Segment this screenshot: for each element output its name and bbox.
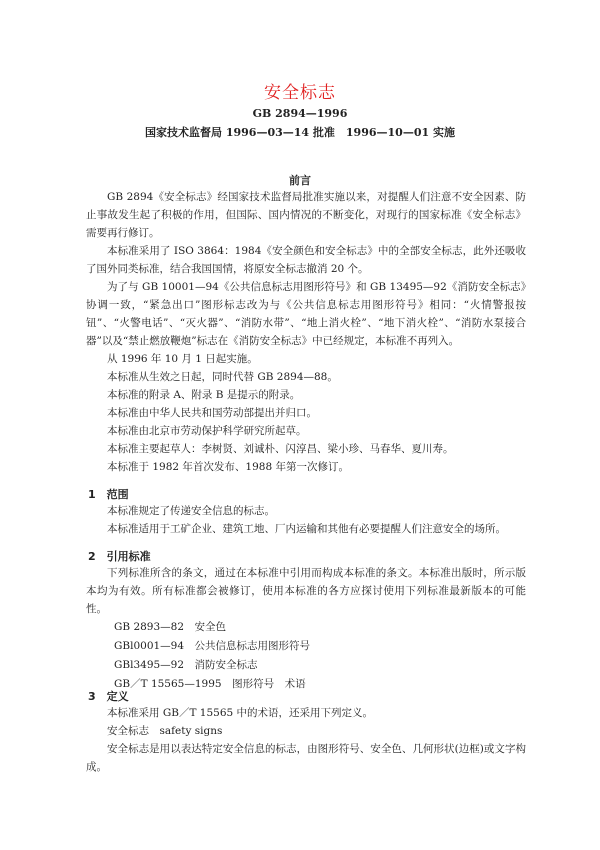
preface-paragraph: 本标准由中华人民共和国劳动部提出并归口。 bbox=[107, 407, 317, 419]
section-3-heading: 3 定义 bbox=[88, 690, 129, 703]
reference-item: GBl3495—92 消防安全标志 bbox=[114, 659, 258, 671]
approval-line: 国家技术监督局 1996—03—14 批准 1996—10—01 实施 bbox=[145, 126, 455, 139]
reference-item: GB／T 15565—1995 图形符号 术语 bbox=[114, 678, 306, 690]
preface-paragraph: 本标准从生效之日起，同时代替 GB 2894—88。 bbox=[107, 371, 338, 383]
preface-paragraph: GB 2894《安全标志》经国家技术监督局批准实施以来，对提醒人们注意不安全因素、防止事故发生起了积极的作用，但国际、国内情况的不断变化，对现行的国家标准《安全标志》需要再行修订。 bbox=[86, 191, 526, 239]
preface-paragraph: 本标准的附录 A、附录 B 是提示的附录。 bbox=[107, 389, 301, 401]
section-3-paragraph: 安全标志是用以表达特定安全信息的标志，由图形符号、安全色、几何形状(边框)或文字构成。 bbox=[86, 743, 526, 773]
section-1-heading: 1 范围 bbox=[88, 488, 129, 501]
definition-term: 安全标志 safety signs bbox=[107, 725, 223, 737]
preface-paragraph: 为了与 GB 10001—94《公共信息标志用图形符号》和 GB 13495—92《消防安全标志》协调一致，“紧急出口”图形标志改为与《公共信息标志用图形符号》相同：“火情警报按钮”、“火警电话”、“灭火器”、“消防水带”、“地上消火栓”、“地下消火栓”、“消防水泵接合器”以及“禁止燃放鞭炮”标志在《消防安全标志》中已经规定，本标准不再列入。 bbox=[86, 281, 526, 347]
standard-number: GB 2894—1996 bbox=[252, 107, 348, 120]
preface-paragraph: 本标准于 1982 年首次发布、1988 年第一次修订。 bbox=[107, 461, 349, 473]
reference-item: GBl0001—94 公共信息标志用图形符号 bbox=[114, 640, 311, 652]
section-1-paragraph: 本标准适用于工矿企业、建筑工地、厂内运输和其他有必要提醒人们注意安全的场所。 bbox=[107, 523, 506, 535]
section-2-body bbox=[86, 564, 526, 694]
section-3-body bbox=[86, 704, 526, 776]
preface-paragraph: 本标准主要起草人：李树贤、刘诚朴、闪淳昌、梁小珍、马春华、夏川寿。 bbox=[107, 443, 454, 455]
preface-body bbox=[86, 188, 526, 476]
section-3-paragraph: 本标准采用 GB／T 15565 中的术语，还采用下列定义。 bbox=[107, 707, 374, 719]
section-1-paragraph: 本标准规定了传递安全信息的标志。 bbox=[107, 505, 275, 517]
preface-paragraph: 本标准采用了 ISO 3864：1984《安全颜色和安全标志》中的全部安全标志，此外还吸收了国外同类标准，结合我国国情，将原安全标志撤消 20 个。 bbox=[86, 245, 526, 275]
section-1-body bbox=[86, 502, 526, 538]
document-title: 安全标志 bbox=[264, 83, 336, 103]
preface-paragraph: 本标准由北京市劳动保护科学研究所起草。 bbox=[107, 425, 307, 437]
preface-paragraph: 从 1996 年 10 月 1 日起实施。 bbox=[107, 353, 258, 365]
reference-item: GB 2893—82 安全色 bbox=[114, 621, 227, 633]
section-2-heading: 2 引用标准 bbox=[88, 550, 151, 563]
preface-heading: 前言 bbox=[289, 174, 311, 187]
section-2-paragraph: 下列标准所含的条文，通过在本标准中引用而构成本标准的条文。本标准出版时，所示版本均为有效。所有标准都会被修订，使用本标准的各方应探讨使用下列标准最新版本的可能性。 bbox=[86, 567, 526, 615]
